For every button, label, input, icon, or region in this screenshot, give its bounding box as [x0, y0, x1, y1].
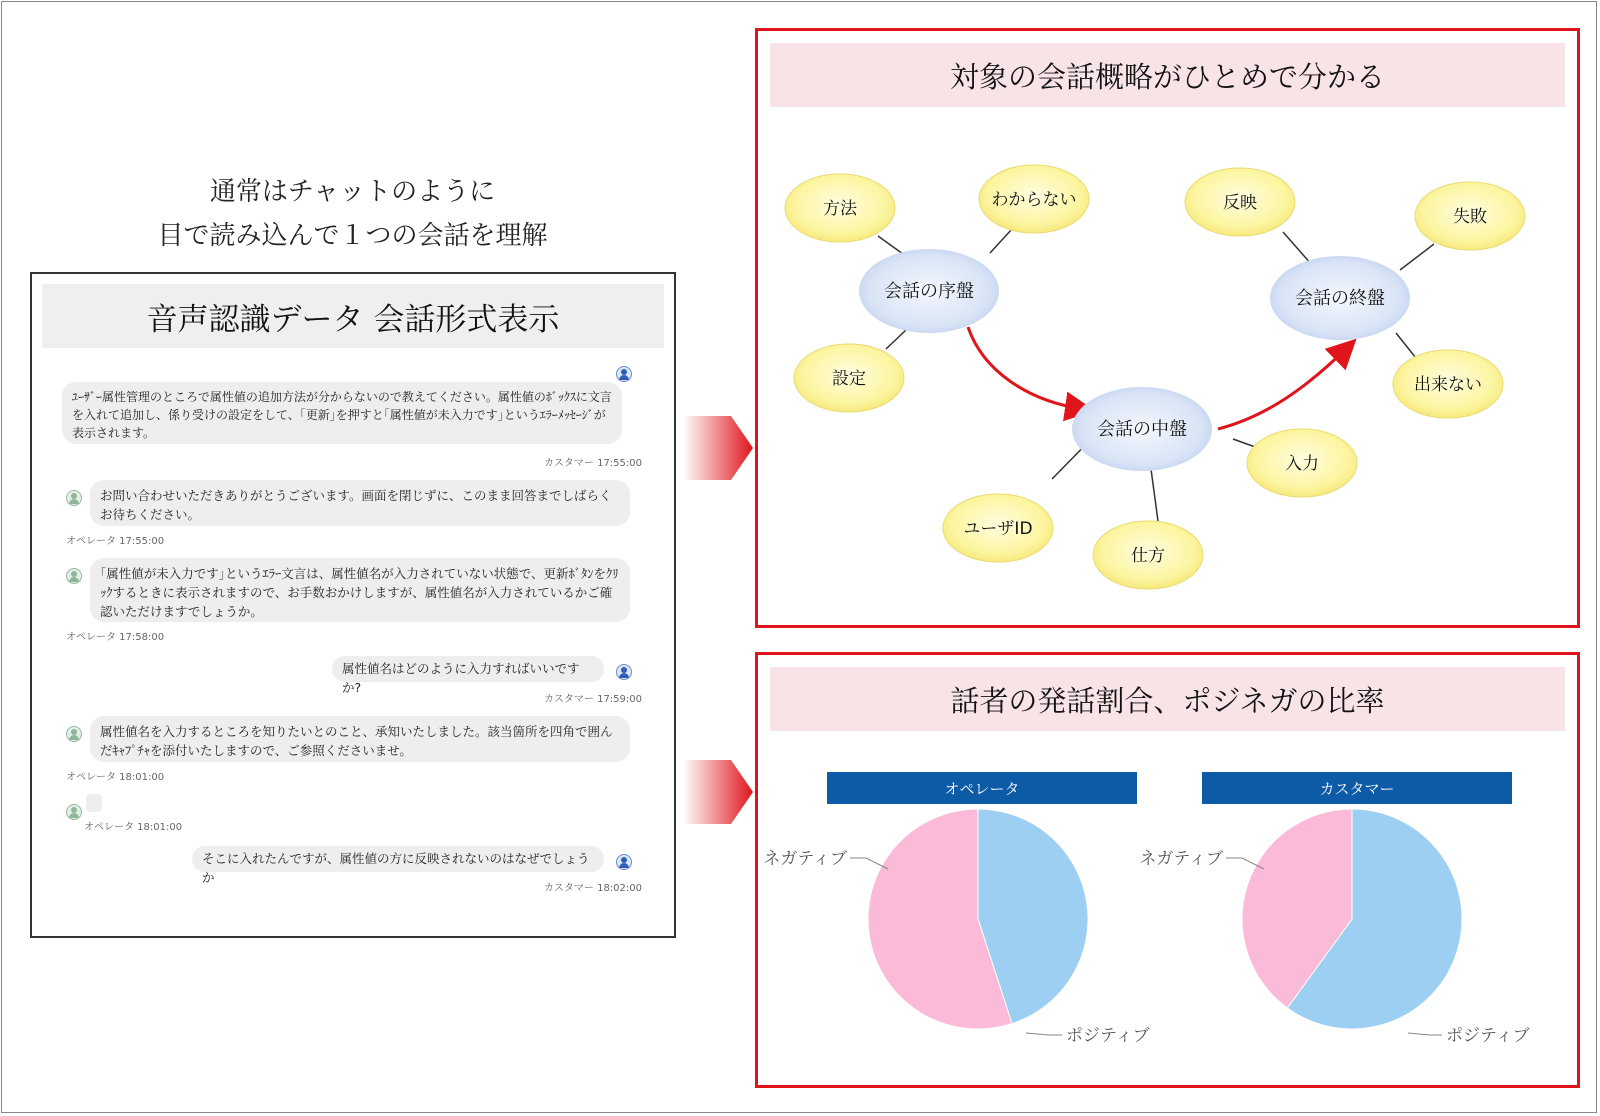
caption [30, 170, 675, 258]
overview-title: 対象の会話概略がひとめで分かる [770, 43, 1565, 107]
svg-text:わからない: わからない [991, 190, 1077, 210]
chat-panel [30, 272, 676, 938]
keyword-node [1393, 350, 1503, 418]
keyword-node [979, 165, 1089, 233]
svg-text:反映: 反映 [1223, 193, 1257, 213]
svg-text:入力: 入力 [1285, 454, 1319, 474]
svg-text:仕方: 仕方 [1131, 546, 1165, 566]
pie-leader-line [1026, 1033, 1062, 1035]
pie-label-positive: ポジティブ [1446, 1026, 1530, 1046]
overview-panel [755, 28, 1580, 628]
pie-label-negative: ネガティブ [763, 849, 847, 869]
chat-message-meta: オペレータ 17:58:00 [66, 632, 165, 643]
right-arrow-icon [683, 416, 753, 480]
customer-pie-header: カスタマー [1202, 772, 1512, 804]
svg-text:会話の中盤: 会話の中盤 [1097, 419, 1187, 440]
chat-message-meta: カスタマー 18:02:00 [543, 883, 642, 894]
keyword-node [1415, 182, 1525, 250]
svg-text:方法: 方法 [823, 199, 857, 219]
chat-title: 音声認識データ 会話形式表示 [42, 284, 664, 348]
flow-arrow [1218, 347, 1348, 429]
chat-message-customer: 属性値名はどのように入力すればいいですか? [332, 656, 604, 682]
chat-message-meta: オペレータ 17:55:00 [66, 536, 165, 547]
keyword-node [785, 174, 895, 242]
pie-customer [1139, 809, 1529, 1046]
keyword-node [943, 494, 1053, 562]
operator-avatar-icon [66, 804, 82, 820]
chat-message-operator: 属性値名を入力するところを知りたいとのこと、承知いたしました。該当箇所を四角で囲んだｷｬﾌﾟﾁｬを添付いたしますので、ご参照くださいませ。 [90, 716, 630, 762]
customer-avatar-icon [616, 854, 632, 870]
ratio-title: 話者の発話割合、ポジネガの比率 [770, 667, 1565, 731]
svg-text:会話の序盤: 会話の序盤 [884, 281, 974, 302]
customer-avatar-icon [616, 366, 632, 382]
ratio-pies [758, 655, 1577, 1085]
operator-avatar-icon [66, 568, 82, 584]
chat-message-meta: カスタマー 17:55:00 [543, 458, 642, 469]
svg-text:失敗: 失敗 [1453, 207, 1487, 227]
chat-message-meta: オペレータ 18:01:00 [66, 772, 165, 783]
caption-line-1: 通常はチャットのように [209, 177, 496, 207]
svg-text:出来ない: 出来ない [1414, 375, 1482, 395]
conversation-map [758, 31, 1577, 625]
svg-text:会話の終盤: 会話の終盤 [1295, 288, 1385, 309]
chat-message-meta: カスタマー 17:59:00 [543, 694, 642, 705]
pie-operator [763, 809, 1149, 1046]
stage-node-end [1270, 256, 1410, 340]
right-arrow-icon [683, 760, 753, 824]
keyword-node [1247, 429, 1357, 497]
pie-leader-line [1408, 1033, 1442, 1035]
svg-text:ユーザID: ユーザID [963, 519, 1033, 539]
chat-message-customer: そこに入れたんですが、属性値の方に反映されないのはなぜでしょうか [192, 846, 604, 872]
keyword-node [1185, 168, 1295, 236]
keyword-node [1093, 521, 1203, 589]
chat-message-operator: ｢属性値が未入力です｣というｴﾗｰ文言は、属性値名が入力されていない状態で、更新ﾎﾞﾀﾝをｸﾘｯｸするときに表示されますので、お手数おかけしますが、属性値名が入力されているかご確認いただけますでしょうか。 [90, 558, 630, 622]
chat-message-meta: オペレータ 18:01:00 [84, 822, 183, 833]
chat-attachment-bubble[interactable] [86, 794, 102, 812]
customer-avatar-icon [616, 664, 632, 680]
operator-avatar-icon [66, 726, 82, 742]
svg-text:設定: 設定 [832, 369, 866, 389]
operator-avatar-icon [66, 490, 82, 506]
caption-line-2: 目で読み込んで１つの会話を理解 [157, 221, 548, 251]
chat-message-operator: お問い合わせいただきありがとうございます。画面を閉じずに、このまま回答までしばらくお待ちください。 [90, 480, 630, 526]
ratio-panel [755, 652, 1580, 1088]
flow-arrow [968, 327, 1083, 409]
operator-pie-header: オペレータ [827, 772, 1137, 804]
chat-message-customer: ﾕｰｻﾞｰ属性管理のところで属性値の追加方法が分からないので教えてください。属性値のﾎﾞｯｸｽに文言を入れて追加し、係り受けの設定をして、｢更新｣を押すと｢属性値が未入力です｣というｴﾗｰﾒｯｾｰｼﾞが表示されます。 [62, 382, 622, 444]
stage-node-middle [1072, 387, 1212, 471]
keyword-node [794, 344, 904, 412]
stage-node-start [859, 249, 999, 333]
pie-label-positive: ポジティブ [1066, 1026, 1150, 1046]
pie-label-negative: ネガティブ [1139, 849, 1223, 869]
